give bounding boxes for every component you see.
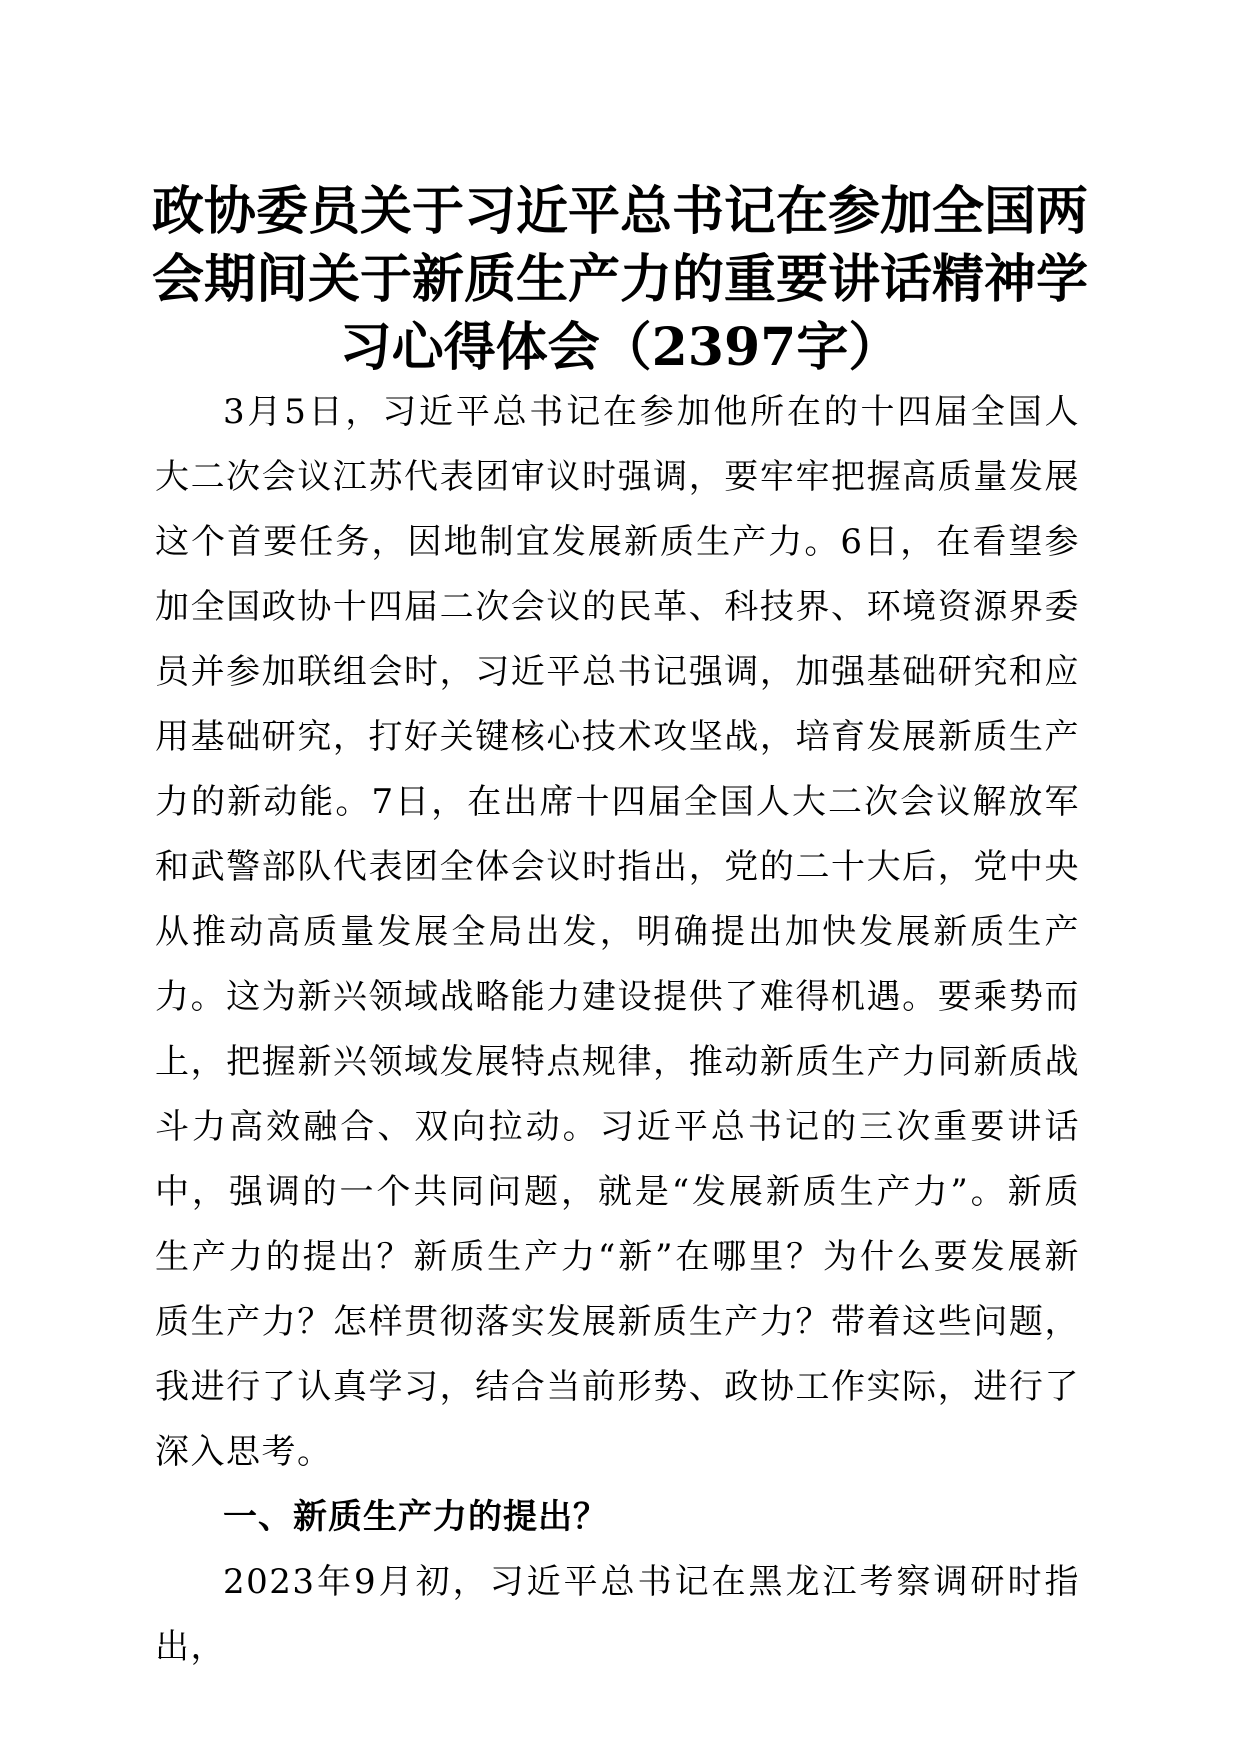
document-title: 政协委员关于习近平总书记在参加全国两会期间关于新质生产力的重要讲话精神学习心得体会（2397字） <box>151 181 1088 378</box>
section-heading-1: 一、新质生产力的提出？ <box>223 1497 608 1537</box>
paragraph-intro: 3月5日，习近平总书记在参加他所在的十四届全国人大二次会议江苏代表团审议时强调，要牢牢把握高质量发展这个首要任务，因地制宜发展新质生产力。6日，在看望参加全国政协十四届二次会议的民革、科技界、环境资源界委员并参加联组会时，习近平总书记强调，加强基础研究和应用基础研究，打好关键核心技术攻坚战，培育发展新质生产力的新动能。7日，在出席十四届全国人大二次会议解放军和武警部队代表团全体会议时指出，党的二十大后，党中央从推动高质量发展全局出发，明确提出加快发展新质生产力。这为新兴领域战略能力建设提供了难得机遇。要乘势而上，把握新兴领域发展特点规律，推动新质生产力同新质战斗力高效融合、双向拉动。习近平总书记的三次重要讲话中，强调的一个共同问题，就是“发展新质生产力”。新质生产力的提出？新质生产力“新”在哪里？为什么要发展新质生产力？怎样贯彻落实发展新质生产力？带着这些问题，我进行了认真学习，结合当前形势、政协工作实际，进行了深入思考。 <box>155 392 1080 1472</box>
document-body <box>155 380 1080 1680</box>
paragraph-section-1: 2023年9月初，习近平总书记在黑龙江考察调研时指出， <box>155 1562 1080 1667</box>
